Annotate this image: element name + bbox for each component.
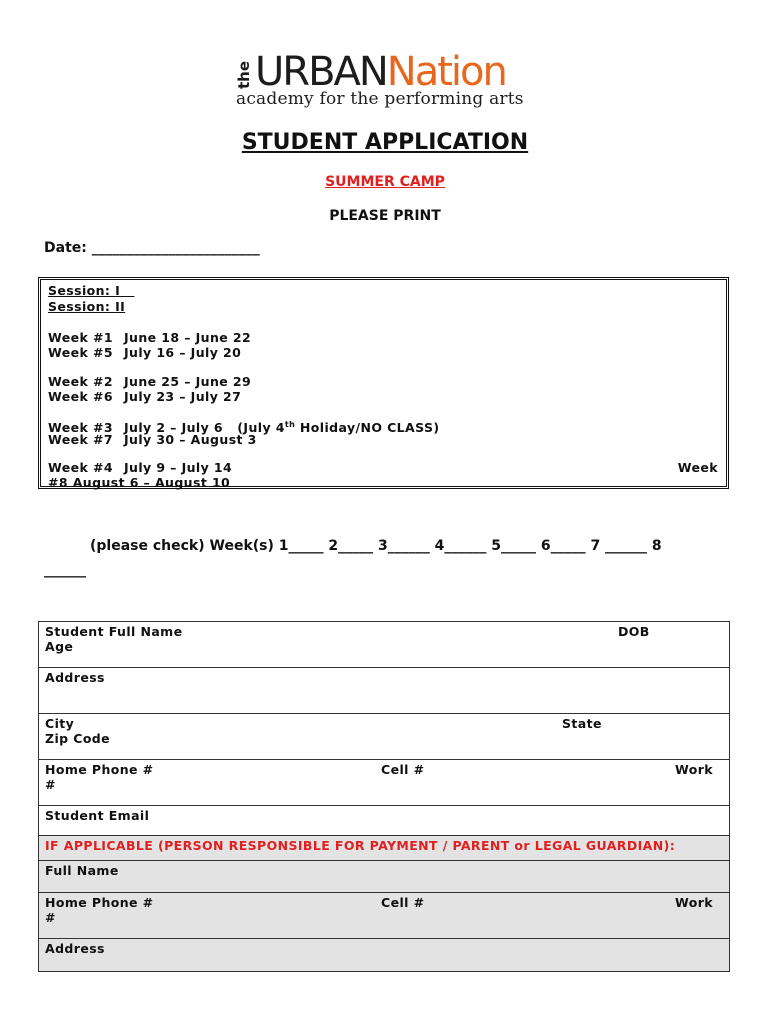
logo-nation: Nation: [386, 49, 506, 95]
week-1-dates: June 18 – June 22: [124, 330, 252, 345]
week-5-row: [48, 345, 241, 360]
week-3-note-sup: th: [284, 420, 296, 429]
row-if-applicable: [39, 836, 729, 861]
row-city-state[interactable]: [39, 714, 729, 760]
week-2-dates: June 25 – June 29: [124, 374, 252, 389]
dob-label: DOB: [618, 624, 650, 639]
guardian-work-hash-label: #: [45, 910, 56, 925]
address-label: Address: [45, 670, 105, 685]
row-email[interactable]: [39, 806, 729, 836]
row-guardian-name[interactable]: [39, 861, 729, 893]
week-7-dates: July 30 – August 3: [124, 432, 257, 447]
date-field[interactable]: Date: ________________________: [44, 240, 260, 256]
age-label: Age: [45, 639, 74, 654]
guardian-cell-label: Cell #: [381, 895, 425, 910]
state-label: State: [562, 716, 602, 731]
row-guardian-phones[interactable]: [39, 893, 729, 939]
week-7-label: Week #7: [48, 432, 113, 447]
student-name-label: Student Full Name: [45, 624, 183, 639]
week-7-row: [48, 432, 257, 447]
guardian-name-label: Full Name: [45, 863, 119, 878]
page-title: STUDENT APPLICATION: [241, 130, 529, 155]
week-5-dates: July 16 – July 20: [124, 345, 242, 360]
guardian-home-phone-label: Home Phone #: [45, 895, 154, 910]
guardian-work-label: Work: [675, 895, 714, 910]
week-2-row: [48, 374, 251, 389]
if-applicable-heading: IF APPLICABLE (PERSON RESPONSIBLE FOR PAYMENT / PARENT or LEGAL GUARDIAN):: [45, 838, 676, 853]
week-1-label: Week #1: [48, 330, 113, 345]
work-hash-label: #: [45, 777, 56, 792]
logo-urban: URBAN: [255, 49, 387, 95]
row-name-dob[interactable]: [39, 622, 729, 668]
session-box: [38, 277, 729, 489]
week-1-row: [48, 330, 251, 345]
week-check-line-cont[interactable]: ______: [44, 562, 86, 578]
week-6-label: Week #6: [48, 389, 113, 404]
logo-the-text: the: [235, 60, 253, 90]
student-email-label: Student Email: [45, 808, 150, 823]
guardian-address-label: Address: [45, 941, 105, 956]
city-label: City: [45, 716, 75, 731]
week-3-dates: July 2 – July 6: [124, 420, 224, 436]
week-3-note: (July 4: [237, 420, 285, 436]
week-2-label: Week #2: [48, 374, 113, 389]
week-8-row: #8 August 6 – August 10: [48, 475, 231, 490]
week-4-row: [48, 460, 232, 475]
week-3-note-rest: Holiday/NO CLASS): [295, 420, 440, 436]
page-subtitle: SUMMER CAMP: [325, 174, 445, 190]
please-print: PLEASE PRINT: [329, 208, 441, 224]
week-4-dates: July 9 – July 14: [124, 460, 233, 475]
session-1[interactable]: [48, 283, 134, 298]
week-6-row: [48, 389, 241, 404]
zip-label: Zip Code: [45, 731, 111, 746]
week-4-label: Week #4: [48, 460, 113, 475]
week-check-line[interactable]: (please check) Week(s) 1_____ 2_____ 3______ 4______ 5_____ 6_____ 7 ______ 8: [90, 538, 662, 554]
week-8-label: Week: [677, 460, 718, 475]
home-phone-label: Home Phone #: [45, 762, 154, 777]
student-info-table: [38, 621, 730, 972]
session-2[interactable]: Session: II: [48, 299, 126, 314]
session-1-label: Session: I: [48, 283, 121, 298]
row-address[interactable]: [39, 668, 729, 714]
logo: [255, 50, 506, 94]
week-6-dates: July 23 – July 27: [124, 389, 242, 404]
row-phones[interactable]: [39, 760, 729, 806]
week-5-label: Week #5: [48, 345, 113, 360]
logo-tagline: academy for the performing arts: [236, 89, 524, 109]
cell-label: Cell #: [381, 762, 425, 777]
week-3-label: Week #3: [48, 420, 113, 436]
row-guardian-address[interactable]: [39, 939, 729, 971]
work-label: Work: [675, 762, 714, 777]
